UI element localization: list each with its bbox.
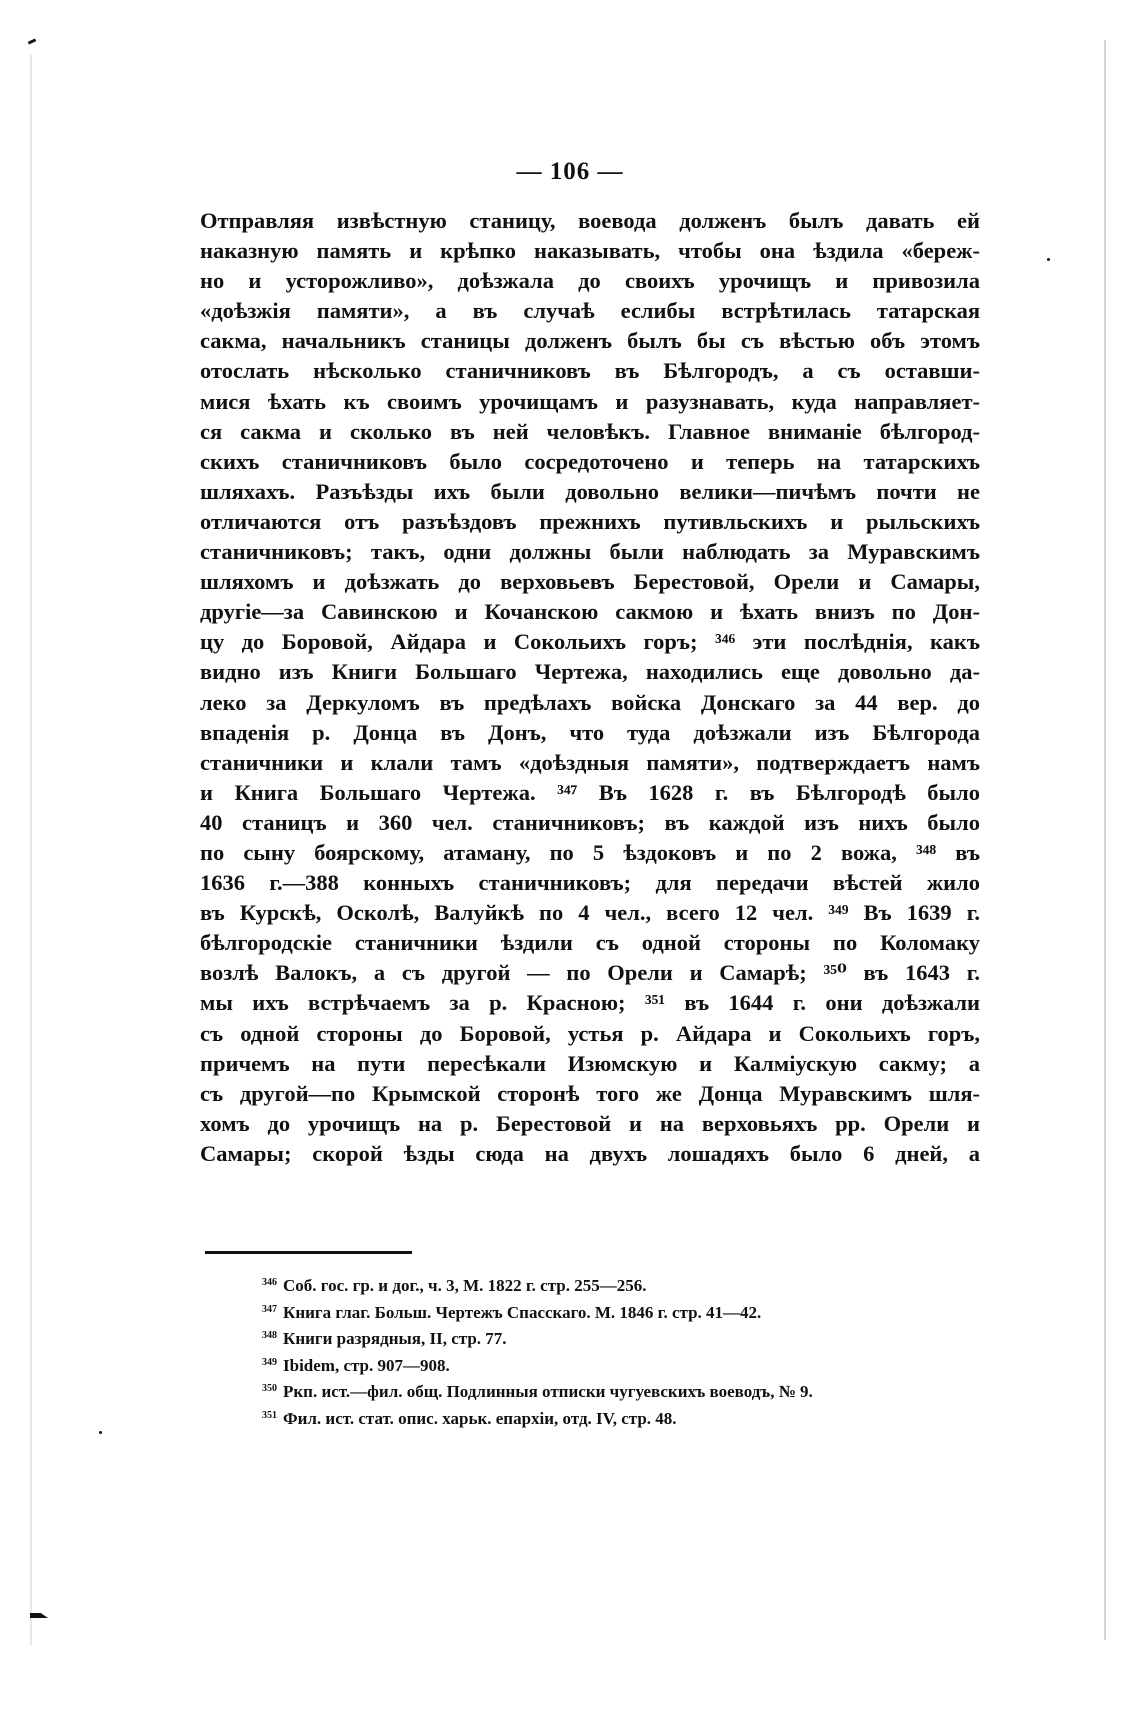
text-line: съ другой—по Крымской сторонѣ того же Донца Муравскимъ шля-	[200, 1080, 980, 1106]
text-line: возлѣ Валокъ, а съ другой — по Орели и Самарѣ; ³⁵⁰ въ 1643 г.	[200, 960, 980, 986]
footnote-number: 350	[262, 1383, 277, 1395]
text-line: 1636 г.—388 конныхъ станичниковъ; для передачи вѣстей жило	[200, 870, 980, 896]
text-line: бѣлгородскіе станичники ѣздили съ одной стороны по Коломаку	[200, 930, 980, 956]
footnotes	[262, 1270, 982, 1430]
text-line: хомъ до урочищъ на р. Берестовой и на верховьяхъ рр. Орели и	[200, 1110, 980, 1136]
footnote	[262, 1270, 982, 1297]
text-line: шляхомъ и доѣзжать до верховьевъ Берестовой, Орели и Самары,	[200, 569, 980, 595]
scan-speck	[30, 1613, 48, 1618]
footnote	[262, 1323, 982, 1350]
scan-gutter-right	[1104, 40, 1106, 1640]
scan-gutter-left	[30, 55, 32, 1645]
footnote-text: Ркп. ист.—фил. общ. Подлинныя отписки чугуевскихъ воеводъ, № 9.	[283, 1382, 813, 1402]
text-line: станичниковъ; такъ, одни должны были наблюдать за Муравскимъ	[200, 539, 980, 565]
body-text	[200, 206, 980, 1169]
text-line: 40 станицъ и 360 чел. станичниковъ; въ каждой изъ нихъ было	[200, 809, 980, 835]
scan-speck	[1047, 258, 1050, 261]
footnote-text: Книга глаг. Больш. Чертежъ Спасскаго. М. 1846 г. стр. 41—42.	[283, 1302, 762, 1322]
text-line: отличаются отъ разъѣздовъ прежнихъ путивльскихъ и рыльскихъ	[200, 508, 980, 534]
text-line: но и усторожливо», доѣзжала до своихъ урочищъ и привозила	[200, 268, 980, 294]
text-line: мися ѣхать къ своимъ урочищамъ и разузнавать, куда направляет-	[200, 388, 980, 414]
footnote-text: Книги разрядныя, II, стр. 77.	[283, 1329, 507, 1349]
footnote-number: 346	[262, 1277, 277, 1288]
text-line: мы ихъ встрѣчаемъ за р. Красною; ³⁵¹ въ 1644 г. они доѣзжали	[200, 990, 980, 1016]
footnote-number: 349	[262, 1356, 277, 1368]
text-line: Отправляя извѣстную станицу, воевода долженъ былъ давать ей	[200, 208, 980, 233]
text-line: по сыну боярскому, атаману, по 5 ѣздоковъ и по 2 вожа, ³⁴⁸ въ	[200, 839, 980, 865]
text-line: въ Курскѣ, Осколѣ, Валуйкѣ по 4 чел., всего 12 чел. ³⁴⁹ Въ 1639 г.	[200, 900, 980, 926]
footnote-text: Соб. гос. гр. и дог., ч. 3, М. 1822 г. стр. 255—256.	[283, 1276, 647, 1295]
scan-speck	[99, 1431, 102, 1434]
text-line: сакма, начальникъ станицы долженъ былъ бы съ вѣстью объ этомъ	[200, 328, 980, 354]
text-line: съ одной стороны до Боровой, устья р. Айдара и Сокольихъ горъ,	[200, 1020, 980, 1046]
text-line: ся сакма и сколько въ ней человѣкъ. Главное вниманіе бѣлгород-	[200, 418, 980, 444]
page-number: — 106 —	[516, 158, 624, 185]
text-line: Самары; скорой ѣзды сюда на двухъ лошадяхъ было 6 дней, а	[200, 1140, 980, 1166]
footnote-text: Ibidem, стр. 907—908.	[283, 1355, 450, 1375]
text-line: отослать нѣсколько станичниковъ въ Бѣлгородъ, а съ оставши-	[200, 358, 980, 384]
text-line: наказную память и крѣпко наказывать, чтобы она ѣздила «береж-	[200, 238, 980, 264]
footnote	[262, 1403, 982, 1430]
footnote	[262, 1297, 982, 1324]
footnote	[262, 1376, 982, 1403]
text-line: другіе—за Савинскою и Кочанскою сакмою и ѣхать внизъ по Дон-	[200, 599, 980, 625]
footnote-separator	[205, 1251, 412, 1254]
text-line: леко за Деркуломъ въ предѣлахъ войска Донскаго за 44 вер. до	[200, 689, 980, 715]
text-line: впаденія р. Донца въ Донъ, что туда доѣзжали изъ Бѣлгорода	[200, 719, 980, 745]
text-line: причемъ на пути пересѣкали Изюмскую и Калміускую сакму; а	[200, 1050, 980, 1076]
footnote-text: Фил. ист. стат. опис. харьк. епархіи, отд. IV, стр. 48.	[283, 1408, 677, 1428]
footnote-number: 351	[262, 1409, 277, 1421]
footnote-number: 347	[262, 1303, 277, 1315]
text-line: «доѣзжія памяти», а въ случаѣ еслибы встрѣтилась татарская	[200, 298, 980, 324]
text-line: видно изъ Книги Большаго Чертежа, находились еще довольно да-	[200, 659, 980, 685]
text-line: цу до Боровой, Айдара и Сокольихъ горъ; ³⁴⁶ эти послѣднія, какъ	[200, 629, 980, 655]
footnote	[262, 1350, 982, 1377]
text-line: станичники и клали тамъ «доѣздныя памяти», подтверждаетъ намъ	[200, 749, 980, 775]
text-line: и Книга Большаго Чертежа. ³⁴⁷ Въ 1628 г. въ Бѣлгородѣ было	[200, 779, 980, 805]
text-line: скихъ станичниковъ было сосредоточено и теперь на татарскихъ	[200, 448, 980, 474]
scan-speck	[28, 38, 37, 44]
text-line: шляхахъ. Разъѣзды ихъ были довольно велики—пичѣмъ почти не	[200, 478, 980, 504]
footnote-number: 348	[262, 1330, 277, 1342]
